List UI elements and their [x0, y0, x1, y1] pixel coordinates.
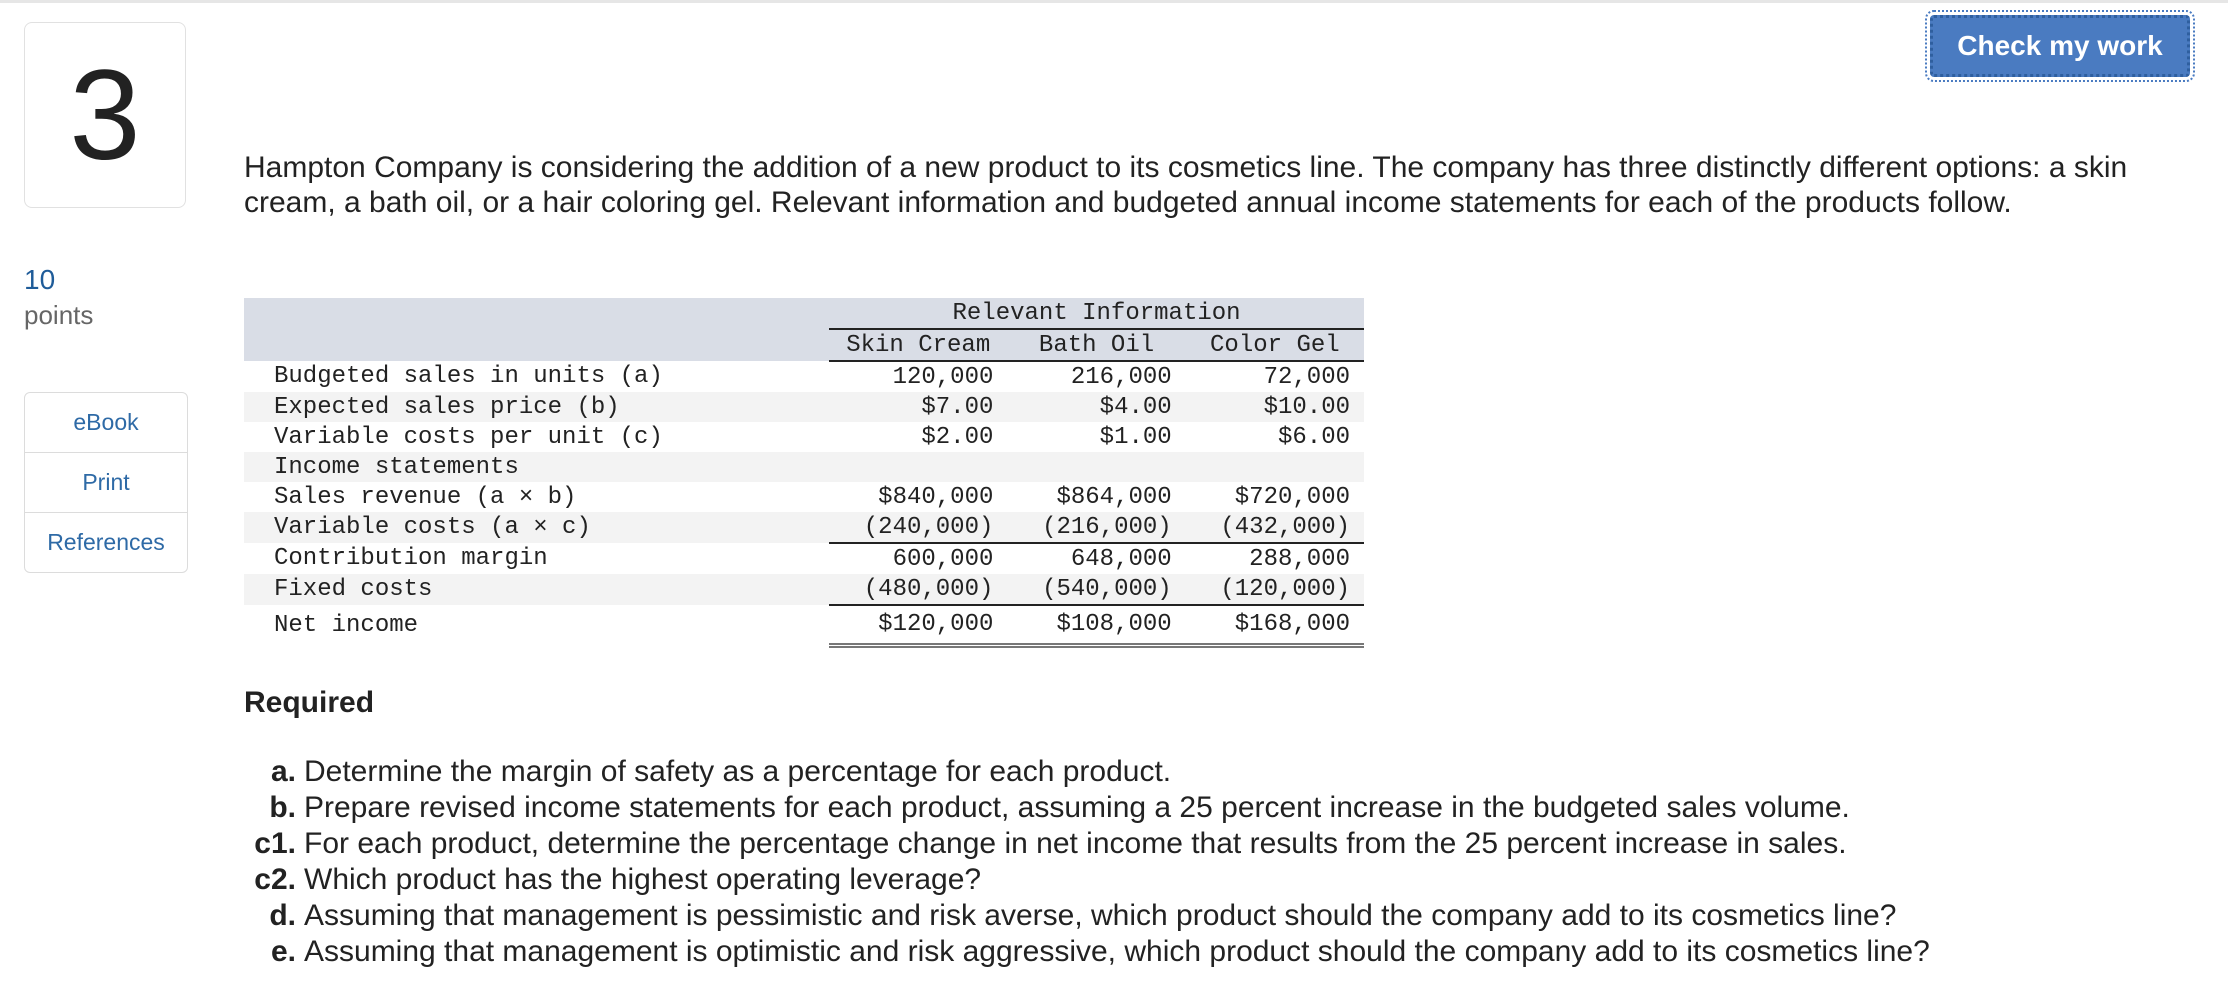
- ebook-link[interactable]: eBook: [25, 393, 187, 453]
- list-item: [244, 754, 2204, 790]
- table-row: [244, 512, 1364, 543]
- row-label: Variable costs per unit (c): [274, 423, 663, 451]
- cell: [1007, 452, 1185, 482]
- cell: (120,000): [1186, 574, 1364, 605]
- cell: (216,000): [1007, 512, 1185, 543]
- cell: 216,000: [1070, 363, 1172, 391]
- row-label: Sales revenue (a × b): [274, 483, 577, 511]
- list-item: [244, 790, 2204, 826]
- table-row: [244, 392, 1364, 422]
- table-row: [244, 482, 1364, 512]
- top-border: [0, 0, 2228, 3]
- item-text: Assuming that management is optimistic and risk aggressive, which product should the company add to its cosmetics line?: [304, 935, 1930, 968]
- relevant-information-table: [244, 298, 1364, 648]
- item-key: c2.: [254, 863, 296, 896]
- row-label: Fixed costs: [244, 574, 829, 605]
- item-key: a.: [270, 755, 296, 788]
- row-label: Variable costs (a × c): [244, 512, 829, 543]
- group-header: Relevant Information: [829, 298, 1364, 329]
- question-intro: Hampton Company is considering the addition of a new product to its cosmetics line. The company has three distinctly different options: a skin cream, a bath oil, or a hair coloring gel. Relevant information and budgeted annual income statements for each of the products follow.: [244, 151, 2128, 219]
- item-key: c1.: [254, 827, 296, 860]
- item-key: b.: [269, 791, 296, 824]
- table-row: [244, 543, 1364, 574]
- cell: $6.00: [1277, 423, 1350, 451]
- question-number: 3: [24, 22, 186, 208]
- table-row: [244, 605, 1364, 645]
- item-text: For each product, determine the percentage change in net income that results from the 25 percent increase in sales.: [304, 827, 1847, 860]
- item-text: Which product has the highest operating leverage?: [304, 863, 982, 896]
- item-text: Assuming that management is pessimistic and risk averse, which product should the company add to its cosmetics line?: [304, 899, 1897, 932]
- cell: (432,000): [1186, 512, 1364, 543]
- list-item: [244, 862, 2204, 898]
- points-value: 10: [24, 264, 56, 295]
- row-label: Contribution margin: [274, 545, 548, 572]
- cell: $10.00: [1186, 392, 1364, 422]
- cell: [829, 452, 1007, 482]
- table-column-header-row: [244, 329, 1364, 361]
- col-header-bath-oil: Bath Oil: [1007, 329, 1185, 361]
- cell: $720,000: [1234, 483, 1350, 511]
- required-heading: Required: [244, 686, 375, 719]
- cell: 120,000: [892, 363, 994, 391]
- references-link[interactable]: References: [47, 529, 165, 555]
- table-group-header-row: [244, 298, 1364, 329]
- cell: $864,000: [1056, 483, 1172, 511]
- print-link[interactable]: Print: [25, 453, 187, 513]
- row-label: Net income: [274, 611, 419, 639]
- list-item: [244, 934, 2204, 970]
- cell: $120,000: [829, 605, 1007, 645]
- cell: 648,000: [1070, 545, 1172, 573]
- table-row: [244, 452, 1364, 482]
- col-header-skin-cream: Skin Cream: [829, 329, 1007, 361]
- required-list: [244, 754, 2204, 970]
- table-row: [244, 574, 1364, 605]
- table-row: [244, 361, 1364, 392]
- col-header-color-gel: Color Gel: [1186, 329, 1364, 361]
- item-key: e.: [270, 935, 296, 968]
- cell: (240,000): [829, 512, 1007, 543]
- row-label: Expected sales price (b): [244, 392, 829, 422]
- item-text: Prepare revised income statements for each product, assuming a 25 percent increase in the budgeted sales volume.: [304, 791, 1850, 824]
- row-label: Income statements: [244, 452, 829, 482]
- cell: $168,000: [1186, 605, 1364, 645]
- cell: $4.00: [1007, 392, 1185, 422]
- cell: $1.00: [1099, 423, 1172, 451]
- cell: [1186, 452, 1364, 482]
- cell: $108,000: [1007, 605, 1185, 645]
- item-key: d.: [269, 899, 296, 932]
- list-item: [244, 898, 2204, 934]
- cell: 72,000: [1263, 363, 1350, 391]
- list-item: [244, 826, 2204, 862]
- check-my-work-button[interactable]: Check my work: [1930, 15, 2190, 77]
- cell: 288,000: [1249, 545, 1350, 573]
- cell: (480,000): [829, 574, 1007, 605]
- row-label: Budgeted sales in units (a): [274, 363, 663, 390]
- cell: (540,000): [1007, 574, 1185, 605]
- resource-links: [24, 392, 188, 573]
- points-label: points: [24, 300, 94, 330]
- cell: $2.00: [921, 423, 994, 451]
- item-text: Determine the margin of safety as a percentage for each product.: [304, 755, 1172, 788]
- cell: 600,000: [892, 545, 994, 573]
- table-row: [244, 422, 1364, 452]
- cell: $840,000: [878, 483, 994, 511]
- cell: $7.00: [829, 392, 1007, 422]
